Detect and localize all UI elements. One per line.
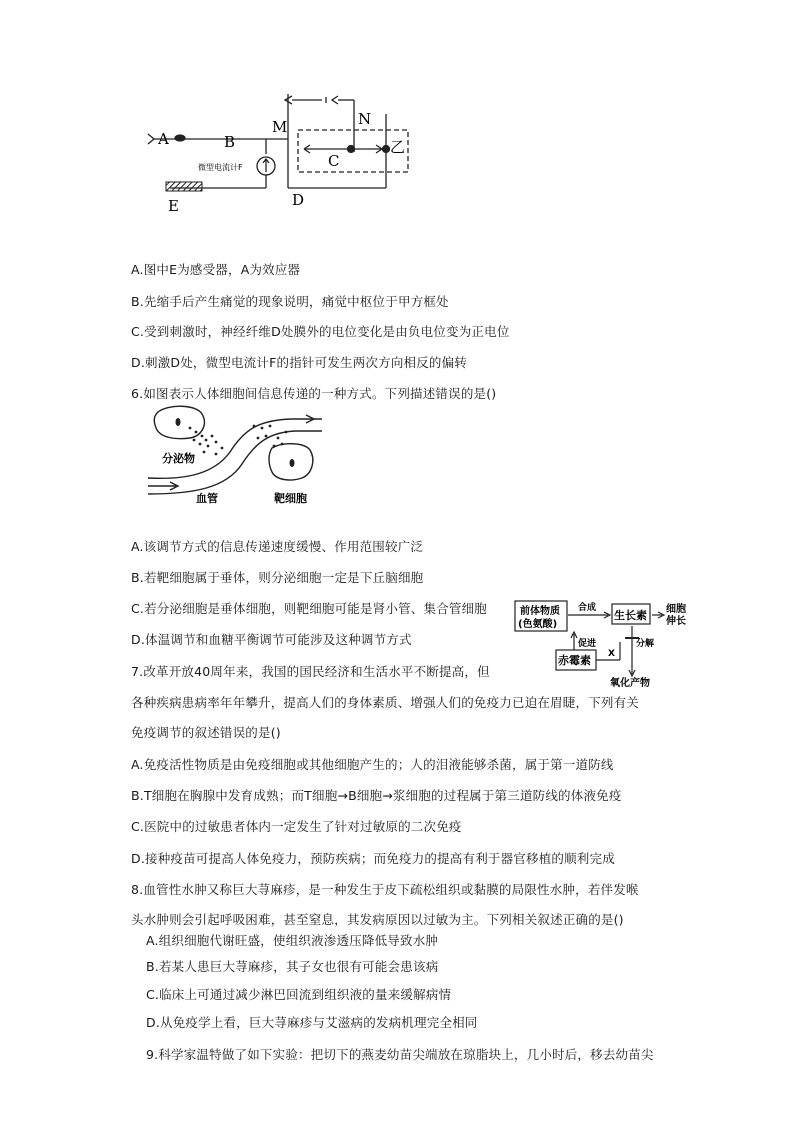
fig-vessel-label: 血管	[196, 492, 218, 505]
precursor-line1: 前体物质	[520, 606, 560, 617]
meter-label: 微型电流计F	[198, 163, 243, 172]
q8-option-d: D.从免疫学上看，巨大荨麻疹与艾滋病的发病机理完全相同	[146, 1015, 478, 1030]
oxidation-label: 氧化产物	[610, 678, 650, 688]
q7-stem-line2: 各种疾病患病率年年攀升，提高人们的身体素质、增强人们的免疫力已迫在眉睫，下列有关	[131, 695, 640, 710]
q7-option-d: D.接种疫苗可提高人体免疫力，预防疾病；而免疫力的提高有利于器官移植的顺利完成	[131, 851, 615, 866]
q7-option-b: B.T细胞在胸腺中发育成熟；而T细胞→B细胞→浆细胞的过程属于第三道防线的体液免疫	[131, 788, 622, 803]
label-M: M	[272, 118, 288, 136]
promote-label: 促进	[578, 639, 597, 649]
x-mark-label: X	[608, 649, 615, 659]
fig-secretion-label: 分泌物	[162, 452, 195, 465]
synthesis-label: 合成	[578, 603, 597, 613]
label-D: D	[292, 191, 305, 209]
q7-option-a: A.免疫活性物质是由免疫细胞或其他细胞产生的；人的泪液能够杀菌，属于第一道防线	[131, 757, 614, 772]
q6-option-b: B.若靶细胞属于垂体，则分泌细胞一定是下丘脑细胞	[131, 570, 424, 585]
label-N: N	[358, 110, 372, 128]
q5-option-b: B.先缩手后产生痛觉的现象说明，痛觉中枢位于甲方框处	[131, 294, 449, 309]
q6-option-d: D.体温调节和血糖平衡调节可能涉及这种调节方式	[131, 632, 412, 647]
q9-stem-line1: 9.科学家温特做了如下实验：把切下的燕麦幼苗尖端放在琼脂块上，几小时后，移去幼苗尖	[146, 1047, 654, 1062]
label-yi: 乙	[390, 138, 406, 156]
q7-stem-line1: 7.改革开放40周年来，我国的国民经济和生活水平不断提高，但	[131, 664, 490, 679]
q8-stem-line1: 8.血管性水肿又称巨大荨麻疹，是一种发生于皮下疏松组织或黏膜的局限性水肿，若伴发喉	[131, 882, 639, 897]
q5-option-a: A.图中E为感受器，A为效应器	[131, 262, 301, 277]
gibberellin-label: 赤霉素	[558, 654, 591, 667]
q5-option-c: C.受到刺激时，神经纤维D处膜外的电位变化是由负电位变为正电位	[131, 324, 510, 339]
label-A: A	[158, 130, 169, 148]
label-E: E	[168, 197, 179, 215]
q7-option-c: C.医院中的过敏患者体内一定发生了针对过敏原的二次免疫	[131, 819, 462, 834]
q6-option-a: A.该调节方式的信息传递速度缓慢、作用范围较广泛	[131, 539, 424, 554]
auxin-figure	[512, 598, 694, 688]
cell-line2: 伸长	[666, 616, 686, 627]
q6-option-c: C.若分泌细胞是垂体细胞，则靶细胞可能是肾小管、集合管细胞	[131, 601, 488, 616]
reflex-arc-figure	[140, 92, 420, 217]
q8-option-b: B.若某人患巨大荨麻疹，其子女也很有可能会患该病	[146, 959, 439, 974]
fig-target-label: 靶细胞	[274, 492, 307, 505]
label-B: B	[224, 133, 236, 151]
label-C: C	[328, 152, 340, 170]
q6-stem: 6.如图表示人体细胞间信息传递的一种方式。下列描述错误的是()	[131, 386, 497, 401]
q5-option-d: D.刺激D处，微型电流计F的指针可发生两次方向相反的偏转	[131, 355, 468, 370]
decompose-label: 分解	[636, 639, 655, 649]
q8-option-c: C.临床上可通过减少淋巴回流到组织液的量来缓解病情	[146, 987, 452, 1002]
precursor-line2: (色氨酸)	[518, 619, 558, 630]
auxin-label: 生长素	[614, 609, 647, 622]
q8-stem-line2: 头水肿则会引起呼吸困难，甚至窒息，其发病原因以过敏为主。下列相关叙述正确的是()	[131, 912, 624, 927]
q7-stem-line3: 免疫调节的叙述错误的是()	[131, 725, 281, 740]
q8-option-a: A.组织细胞代谢旺盛，使组织液渗透压降低导致水肿	[146, 933, 439, 948]
signaling-figure	[146, 402, 336, 508]
cell-line1: 细胞	[666, 604, 686, 615]
